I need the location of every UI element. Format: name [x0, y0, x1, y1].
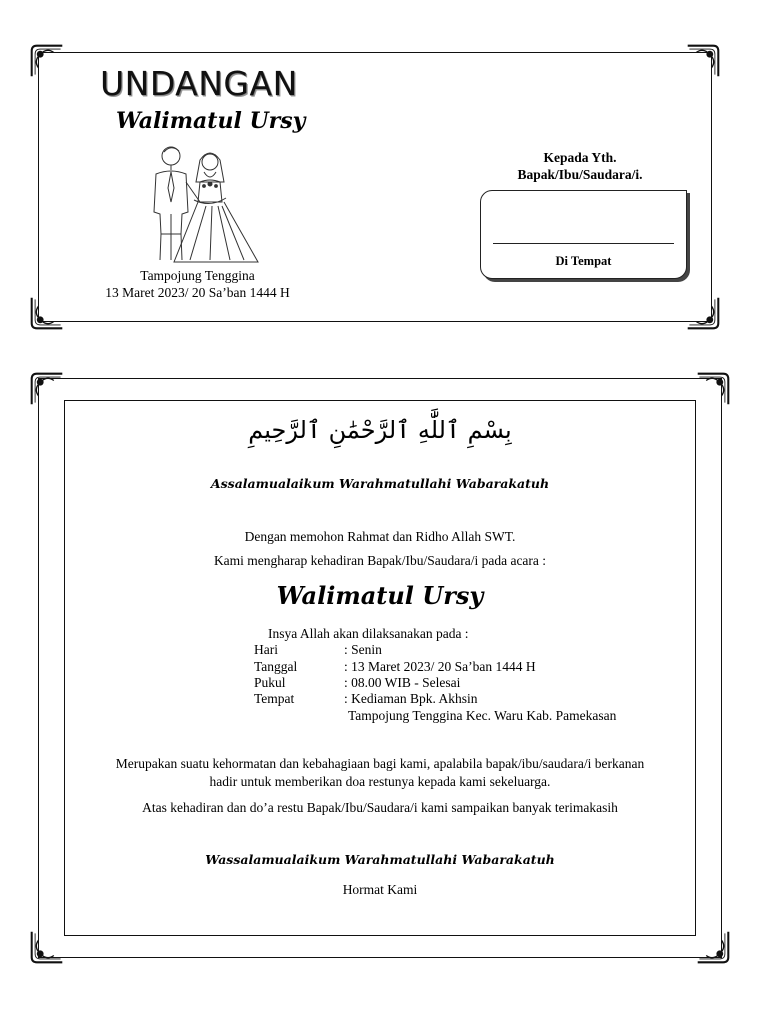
corner-ornament-icon: [686, 44, 720, 78]
opening-line-1: Dengan memohon Rahmat dan Ridho Allah SWT.: [244, 529, 516, 544]
di-tempat-label: Di Tempat: [555, 254, 612, 268]
detail-tempat-label: Tempat: [254, 691, 295, 706]
envelope-place: Tampojung Tenggina: [140, 268, 255, 283]
detail-tempat-value: : Kediaman Bpk. Akhsin: [344, 691, 478, 706]
address-box: [480, 190, 687, 279]
envelope-title: UNDANGAN: [100, 64, 298, 103]
detail-hari-value: : Senin: [344, 642, 382, 657]
event-intro: Insya Allah akan dilaksanakan pada :: [268, 626, 469, 641]
signoff: Hormat Kami: [342, 882, 418, 897]
closing-paragraph-line-2: hadir untuk memberikan doa restunya kepada kami sekeluarga.: [209, 774, 551, 789]
recipient-line: Bapak/Ibu/Saudara/i.: [517, 167, 643, 182]
corner-ornament-icon: [30, 296, 64, 330]
detail-pukul-label: Pukul: [254, 675, 286, 690]
basmala: بِسْمِ ٱللَّٰهِ ٱلرَّحْمَٰنِ ٱلرَّحِيمِ: [248, 416, 512, 444]
event-name: Walimatul Ursy: [276, 581, 484, 610]
opening-greeting: Assalamualaikum Warahmatullahi Wabarakatuh: [210, 476, 550, 491]
corner-ornament-icon: [696, 372, 730, 406]
corner-ornament-icon: [686, 296, 720, 330]
corner-ornament-icon: [30, 372, 64, 406]
envelope-subtitle: Walimatul Ursy: [116, 108, 306, 134]
closing-greeting: Wassalamualaikum Warahmatullahi Wabarakatuh: [205, 852, 555, 867]
corner-ornament-icon: [696, 930, 730, 964]
letter-card: [30, 372, 730, 964]
detail-pukul-value: : 08.00 WIB - Selesai: [344, 675, 461, 690]
detail-tanggal-label: Tanggal: [254, 659, 298, 674]
detail-hari-label: Hari: [254, 642, 278, 657]
corner-ornament-icon: [30, 930, 64, 964]
closing-paragraph-line-1: Merupakan suatu kehormatan dan kebahagiaan bagi kami, apalabila bapak/ibu/saudara/i berkanan: [115, 756, 645, 771]
recipient-heading: Kepada Yth.: [543, 150, 617, 165]
address-line: [493, 243, 674, 244]
detail-tanggal-value: : 13 Maret 2023/ 20 Sa’ban 1444 H: [344, 659, 536, 674]
envelope-date: 13 Maret 2023/ 20 Sa’ban 1444 H: [105, 285, 290, 300]
thanks-line: Atas kehadiran dan do’a restu Bapak/Ibu/Saudara/i kami sampaikan banyak terimakasih: [142, 800, 618, 815]
bride-groom-icon: [134, 142, 266, 264]
envelope-card: [30, 44, 720, 330]
detail-address-continued: Tampojung Tenggina Kec. Waru Kab. Pamekasan: [348, 708, 617, 723]
corner-ornament-icon: [30, 44, 64, 78]
opening-line-2: Kami mengharap kehadiran Bapak/Ibu/Saudara/i pada acara :: [213, 553, 547, 568]
